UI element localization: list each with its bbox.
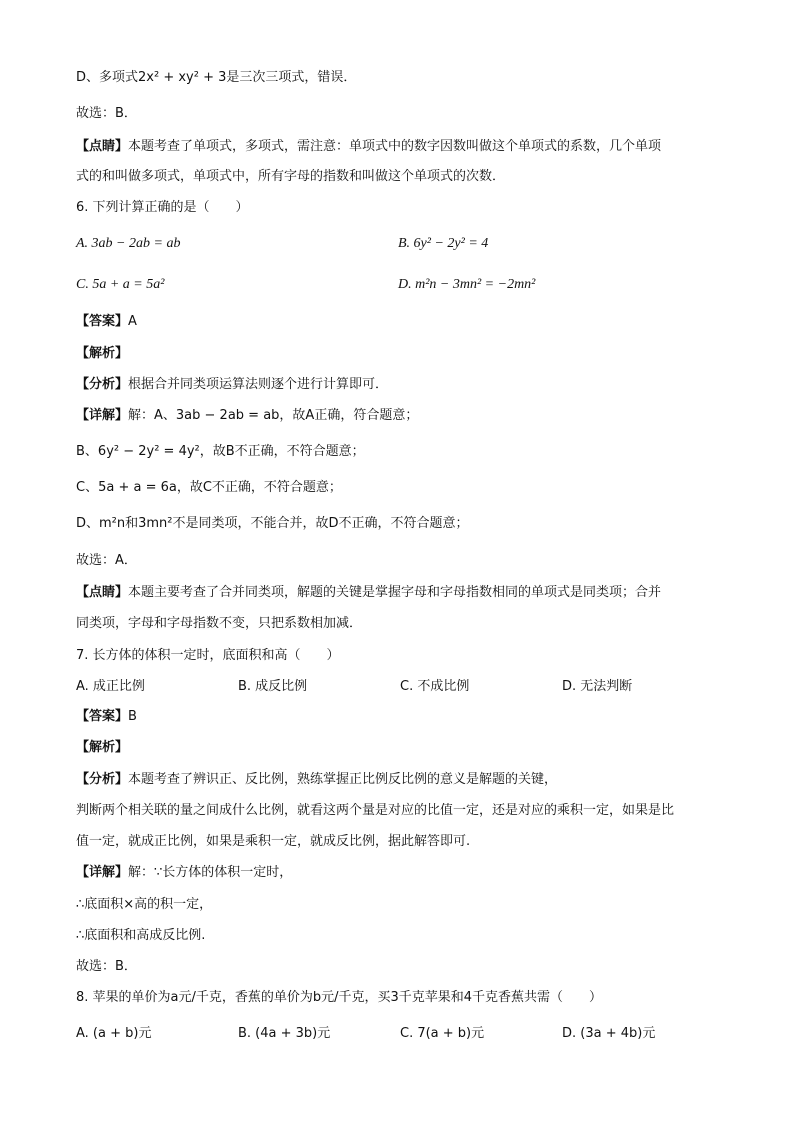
q7-analysis-cont: 判断两个相关联的量之间成什么比例，就看这两个量是对应的比值一定，还是对应的乘积一定，如果是比 (76, 803, 675, 818)
question-6: 6. 下列计算正确的是（ ） (76, 200, 249, 215)
analysis-tag: 【分析】 (76, 772, 129, 787)
q6-option-d: D. m²n − 3mn² = −2mn² (398, 277, 536, 292)
detail-tag: 【详解】 (76, 865, 129, 880)
answer-choice-line: 故选：B． (76, 106, 137, 121)
tip-paragraph-cont: 式的和叫做多项式，单项式中，所有字母的指数和叫做这个单项式的次数． (76, 169, 506, 184)
q6-tip-cont: 同类项，字母和字母指数不变，只把系数相加减． (76, 616, 363, 631)
q7-choice: 故选：B． (76, 959, 137, 974)
q6-option-c: C. 5a + a = 5a² (76, 277, 165, 292)
q6-tip (76, 583, 661, 603)
q7-option-b: B. 成反比例 (238, 679, 308, 694)
q7-option-d: D. 无法判断 (562, 679, 633, 694)
q8-option-a: A. (a + b)元 (76, 1026, 152, 1041)
answer-value: B (128, 709, 137, 724)
analysis-text: 本题考查了辨识正、反比例，熟练掌握正比例反比例的意义是解题的关键， (128, 772, 558, 787)
tip-tag: 【点睛】 (76, 585, 129, 600)
detail-text: 解：A、3ab − 2ab = ab，故A正确，符合题意； (128, 408, 419, 423)
q8-option-d: D. (3a + 4b)元 (562, 1026, 656, 1041)
q6-analysis (76, 375, 388, 395)
tip-text: 本题考查了单项式，多项式，需注意：单项式中的数字因数叫做这个单项式的系数，几个单项 (128, 139, 662, 154)
q7-analysis-heading: 【解析】 (76, 740, 129, 755)
q7-analysis-cont-2: 值一定，就成正比例，如果是乘积一定，就成反比例，据此解答即可. (76, 834, 471, 849)
q7-detail-3: ∴底面积和高成反比例. (76, 928, 206, 943)
question-7: 7. 长方体的体积一定时，底面积和高（ ） (76, 648, 340, 663)
q6-detail-d: D、m²n和3mn²不是同类项，不能合并，故D不正确，不符合题意； (76, 516, 469, 531)
question-8: 8. 苹果的单价为a元/千克，香蕉的单价为b元/千克，买3千克苹果和4千克香蕉共需（ ） (76, 990, 603, 1005)
tip-text: 本题主要考查了合并同类项，解题的关键是掌握字母和字母指数相同的单项式是同类项；合并 (128, 585, 662, 600)
q6-detail-b: B、6y² − 2y² = 4y²，故B不正确，不符合题意； (76, 444, 365, 459)
q6-detail (76, 406, 418, 426)
tip-paragraph (76, 137, 661, 157)
q6-choice: 故选：A． (76, 553, 137, 568)
q6-analysis-heading: 【解析】 (76, 346, 129, 361)
q6-detail-c: C、5a + a = 6a，故C不正确，不符合题意； (76, 480, 342, 495)
tip-tag: 【点睛】 (76, 139, 129, 154)
option-d-conclusion: D、多项式2x² + xy² + 3是三次三项式，错误． (76, 70, 357, 85)
analysis-tag: 【分析】 (76, 377, 129, 392)
q7-analysis (76, 770, 557, 790)
detail-tag: 【详解】 (76, 408, 129, 423)
q7-detail-2: ∴底面积×高的积一定， (76, 897, 213, 912)
q6-option-a: A. 3ab − 2ab = ab (76, 236, 181, 251)
q8-option-b: B. (4a + 3b)元 (238, 1026, 331, 1041)
detail-text: 解：∵长方体的体积一定时， (128, 865, 293, 880)
q8-option-c: C. 7(a + b)元 (400, 1026, 485, 1041)
analysis-text: 根据合并同类项运算法则逐个进行计算即可． (128, 377, 389, 392)
q7-detail (76, 863, 292, 883)
q7-answer (76, 707, 137, 727)
q7-option-a: A. 成正比例 (76, 679, 145, 694)
q7-option-c: C. 不成比例 (400, 679, 470, 694)
answer-value: A (128, 314, 137, 329)
q6-answer (76, 312, 137, 332)
answer-tag: 【答案】 (76, 314, 129, 329)
answer-tag: 【答案】 (76, 709, 129, 724)
q6-option-b: B. 6y² − 2y² = 4 (398, 236, 489, 251)
